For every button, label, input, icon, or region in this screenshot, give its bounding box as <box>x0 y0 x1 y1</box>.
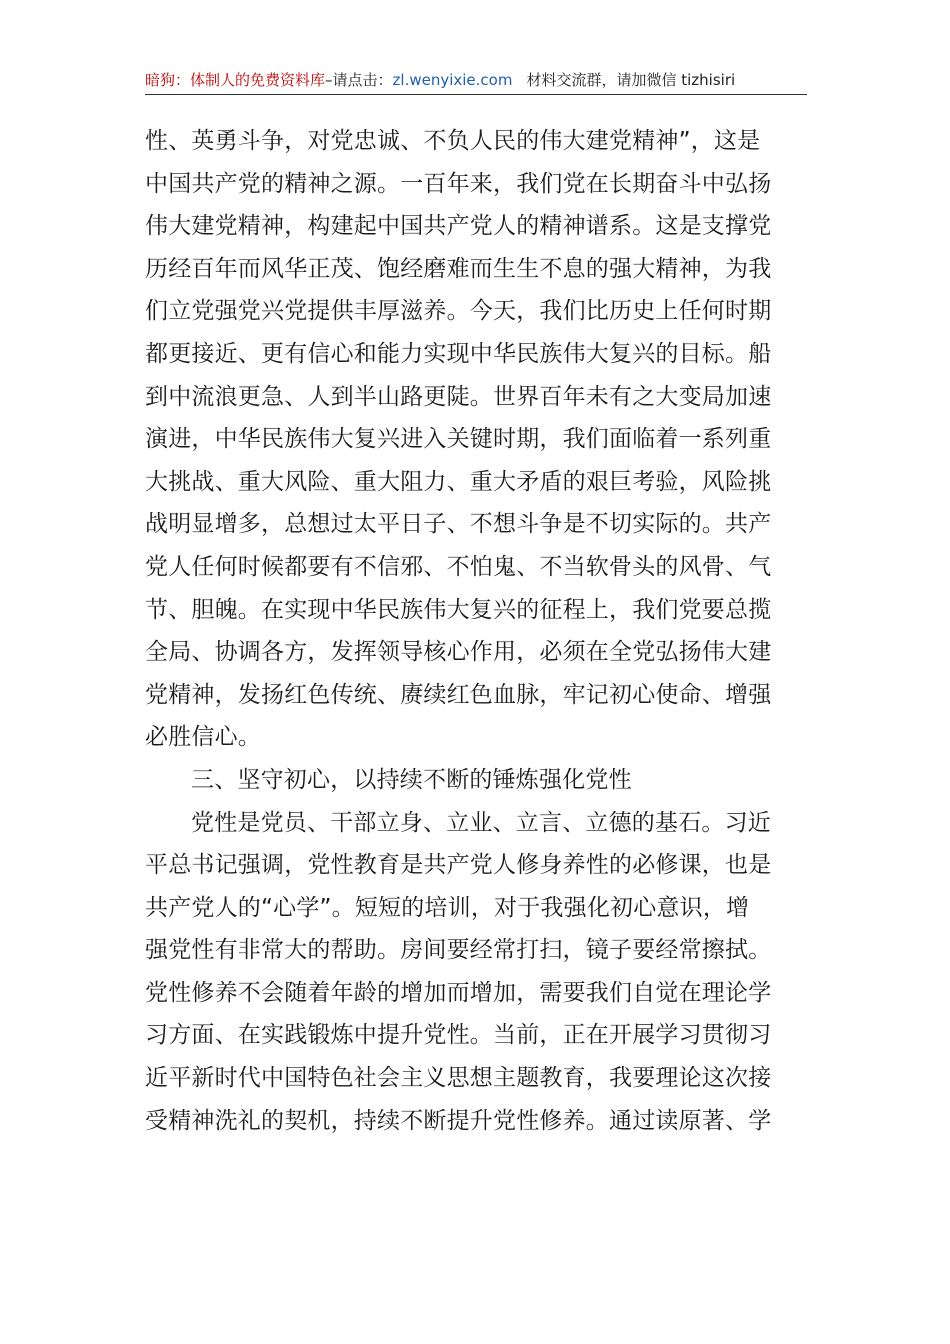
text-line: 受精神洗礼的契机，持续不断提升党性修养。通过读原著、学 <box>145 1107 772 1134</box>
text-line: 近平新时代中国特色社会主义思想主题教育，我要理论这次接 <box>145 1065 772 1092</box>
text-line: 党人任何时候都要有不信邪、不怕鬼、不当软骨头的风骨、气 <box>145 553 772 580</box>
text-line: 党性是党员、干部立身、立业、立言、立德的基石。习近 <box>191 809 771 836</box>
text-line: 强党性有非常大的帮助。房间要经常打扫，镜子要经常擦拭。 <box>145 937 772 964</box>
header-wechat-note: 材料交流群，请加微信 tizhisiri <box>526 71 736 89</box>
header-brand: 暗狗：体制人的免费资料库 <box>145 71 326 89</box>
text-line: 们立党强党兴党提供丰厚滋养。今天，我们比历史上任何时期 <box>145 298 772 325</box>
text-line: 大挑战、重大风险、重大阻力、重大矛盾的艰巨考验，风险挑 <box>145 468 772 495</box>
text-line: 节、胆魄。在实现中华民族伟大复兴的征程上，我们党要总揽 <box>145 596 772 623</box>
text-line: 战明显增多，总想过太平日子、不想斗争是不切实际的。共产 <box>145 511 772 538</box>
text-line: 必胜信心。 <box>145 724 261 751</box>
text-line: 到中流浪更急、人到半山路更陡。世界百年未有之大变局加速 <box>145 383 772 410</box>
text-line: 性、英勇斗争，对党忠诚、不负人民的伟大建党精神”，这是 <box>145 128 761 154</box>
text-line: 伟大建党精神，构建起中国共产党人的精神谱系。这是支撑党 <box>145 213 772 240</box>
header-prompt: –请点击： <box>325 71 393 89</box>
text-line: 中国共产党的精神之源。一百年来，我们党在长期奋斗中弘扬 <box>145 170 772 197</box>
text-line: 全局、协调各方，发挥领导核心作用，必须在全党弘扬伟大建 <box>145 639 772 666</box>
text-line: 演进，中华民族伟大复兴进入关键时期，我们面临着一系列重 <box>145 426 772 453</box>
page-header <box>145 66 807 95</box>
section-heading: 三、坚守初心，以持续不断的锤炼强化党性 <box>191 766 632 793</box>
text-line: 党精神，发扬红色传统、赓续红色血脉，牢记初心使命、增强 <box>145 681 772 708</box>
text-line: 共产党人的“心学”。短短的培训，对于我强化初心意识，增 <box>145 894 750 921</box>
text-line: 习方面、在实践锻炼中提升党性。当前，正在开展学习贯彻习 <box>145 1022 772 1049</box>
text-line: 历经百年而风华正茂、饱经磨难而生生不息的强大精神，为我 <box>145 255 772 282</box>
text-line: 党性修养不会随着年龄的增加而增加，需要我们自觉在理论学 <box>145 979 772 1006</box>
header-link[interactable]: zl.wenyixie.com <box>392 71 513 89</box>
text-line: 都更接近、更有信心和能力实现中华民族伟大复兴的目标。船 <box>145 340 772 367</box>
text-line: 平总书记强调，党性教育是共产党人修身养性的必修课，也是 <box>145 852 772 879</box>
body-text <box>145 120 807 1142</box>
